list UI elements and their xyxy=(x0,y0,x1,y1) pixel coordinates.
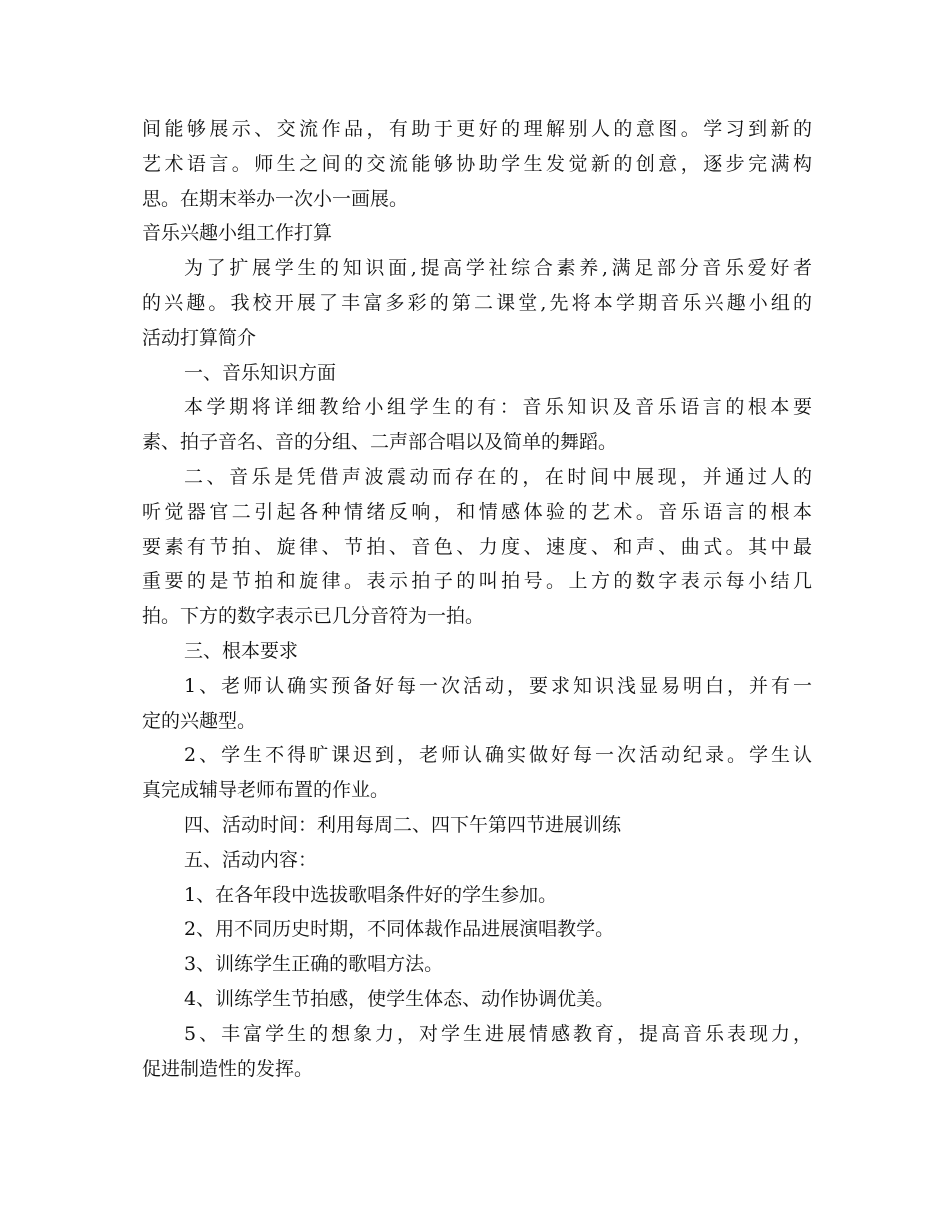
list-item: 1、在各年段中选拔歌唱条件好的学生参加。 xyxy=(184,883,558,906)
list-item: 3、训练学生正确的歌唱方法。 xyxy=(184,953,444,976)
text-line: 重要的是节拍和旋律。表示拍子的叫拍号。上方的数字表示每小结几 xyxy=(142,570,812,593)
text-line: 促进制造性的发挥。 xyxy=(142,1057,314,1080)
text-line: 活动打算简介 xyxy=(142,326,257,349)
text-line: 拍。下方的数字表示已几分音符为一拍。 xyxy=(142,605,485,628)
list-item: 2、学生不得旷课迟到，老师认确实做好每一次活动纪录。学生认 xyxy=(184,744,812,767)
text-line: 思。在期末举办一次小一画展。 xyxy=(142,187,409,210)
subsection-heading: 四、活动时间：利用每周二、四下午第四节进展训练 xyxy=(184,813,622,836)
text-line: 艺术语言。师生之间的交流能够协助学生发觉新的创意，逐步完满构 xyxy=(142,152,812,175)
text-line: 二、音乐是凭借声波震动而存在的，在时间中展现，并通过人的 xyxy=(184,465,812,488)
list-item: 4、训练学生节拍感，使学生体态、动作协调优美。 xyxy=(184,987,615,1010)
text-line: 真完成辅导老师布置的作业。 xyxy=(142,779,390,802)
subsection-heading: 一、音乐知识方面 xyxy=(184,361,337,384)
subsection-heading: 五、活动内容： xyxy=(184,848,318,871)
list-item: 1、老师认确实预备好每一次活动，要求知识浅显易明白，并有一 xyxy=(184,674,812,697)
list-item: 2、用不同历史时期，不同体裁作品进展演唱教学。 xyxy=(184,918,615,941)
text-line: 听觉器官二引起各种情绪反响，和情感体验的艺术。音乐语言的根本 xyxy=(142,500,812,523)
text-line: 要素有节拍、旋律、节拍、音色、力度、速度、和声、曲式。其中最 xyxy=(142,535,812,558)
list-item: 5、丰富学生的想象力，对学生进展情感教育，提高音乐表现力， xyxy=(184,1022,812,1045)
text-line: 间能够展示、交流作品，有助于更好的理解别人的意图。学习到新的 xyxy=(142,118,812,140)
text-line: 本学期将详细教给小组学生的有：音乐知识及音乐语言的根本要 xyxy=(184,396,812,419)
text-line: 的兴趣。我校开展了丰富多彩的第二课堂,先将本学期音乐兴趣小组的 xyxy=(142,291,812,314)
document-body xyxy=(142,112,812,1086)
section-heading: 音乐兴趣小组工作打算 xyxy=(142,222,333,245)
text-line: 为了扩展学生的知识面,提高学社综合素养,满足部分音乐爱好者 xyxy=(184,257,812,280)
subsection-heading: 三、根本要求 xyxy=(184,639,299,662)
text-line: 定的兴趣型。 xyxy=(142,709,257,732)
text-line: 素、拍子音名、音的分组、二声部合唱以及简单的舞蹈。 xyxy=(142,431,618,454)
